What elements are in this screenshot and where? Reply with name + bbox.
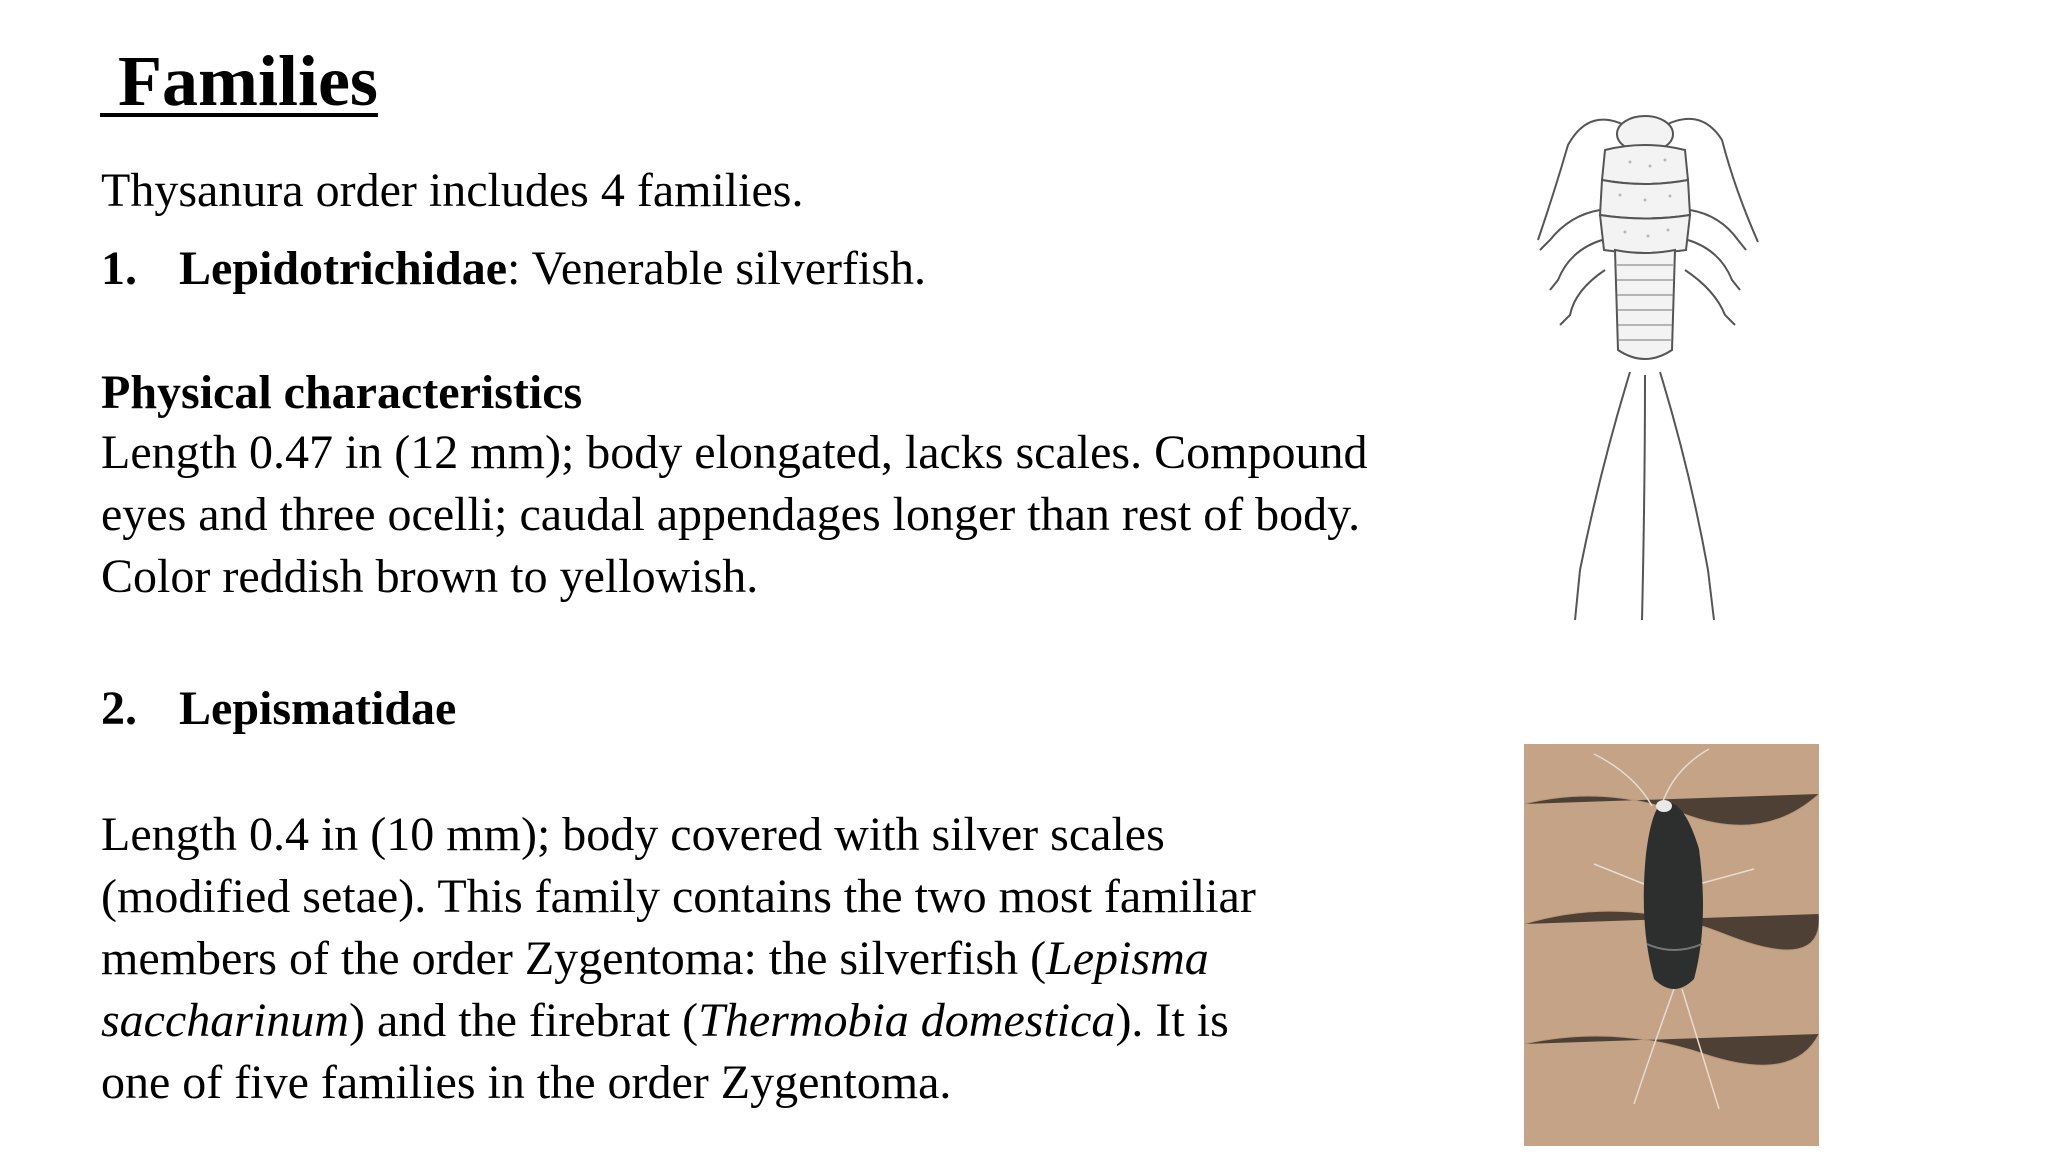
thermobia-domestica-name: Thermobia domestica bbox=[698, 994, 1116, 1047]
family-2-line-2: (modified setae). This family contains the two most familiar bbox=[101, 870, 1256, 923]
family-2-line-1: Length 0.4 in (10 mm); body covered with silver scales bbox=[101, 808, 1165, 861]
line-4-text-b: ). It is bbox=[1115, 994, 1229, 1047]
physical-line-2: eyes and three ocelli; caudal appendages longer than rest of body. bbox=[101, 488, 1361, 541]
family-2-item bbox=[101, 678, 456, 740]
family-1-item bbox=[101, 238, 926, 300]
silverfish-drawing-image bbox=[1480, 100, 1810, 640]
family-1-description: : Venerable silverfish. bbox=[507, 242, 927, 295]
silverfish-photo-image bbox=[1524, 744, 1819, 1146]
line-3-text: members of the order Zygentoma: the silverfish ( bbox=[101, 932, 1047, 985]
family-2-line-3 bbox=[101, 928, 1401, 990]
intro-text: Thysanura order includes 4 families. bbox=[101, 164, 804, 217]
family-2-paragraph bbox=[101, 804, 1401, 1114]
family-2-line-5: one of five families in the order Zygentoma. bbox=[101, 1056, 952, 1109]
physical-characteristics-paragraph bbox=[101, 422, 1501, 608]
family-1-name: Lepidotrichidae bbox=[179, 242, 508, 295]
saccharinum-species: saccharinum bbox=[101, 994, 349, 1047]
lepisma-genus: Lepisma bbox=[1046, 932, 1209, 985]
slide-title: Families bbox=[100, 41, 378, 121]
physical-line-3: Color reddish brown to yellowish. bbox=[101, 550, 759, 603]
physical-line-1: Length 0.47 in (12 mm); body elongated, lacks scales. Compound bbox=[101, 426, 1368, 479]
physical-characteristics-heading: Physical characteristics bbox=[101, 366, 583, 419]
family-2-name: Lepismatidae bbox=[179, 682, 457, 735]
line-4-text-a: ) and the firebrat ( bbox=[348, 994, 699, 1047]
family-2-line-4 bbox=[101, 990, 1401, 1052]
family-2-number: 2. bbox=[101, 682, 137, 735]
family-1-number: 1. bbox=[101, 242, 137, 295]
